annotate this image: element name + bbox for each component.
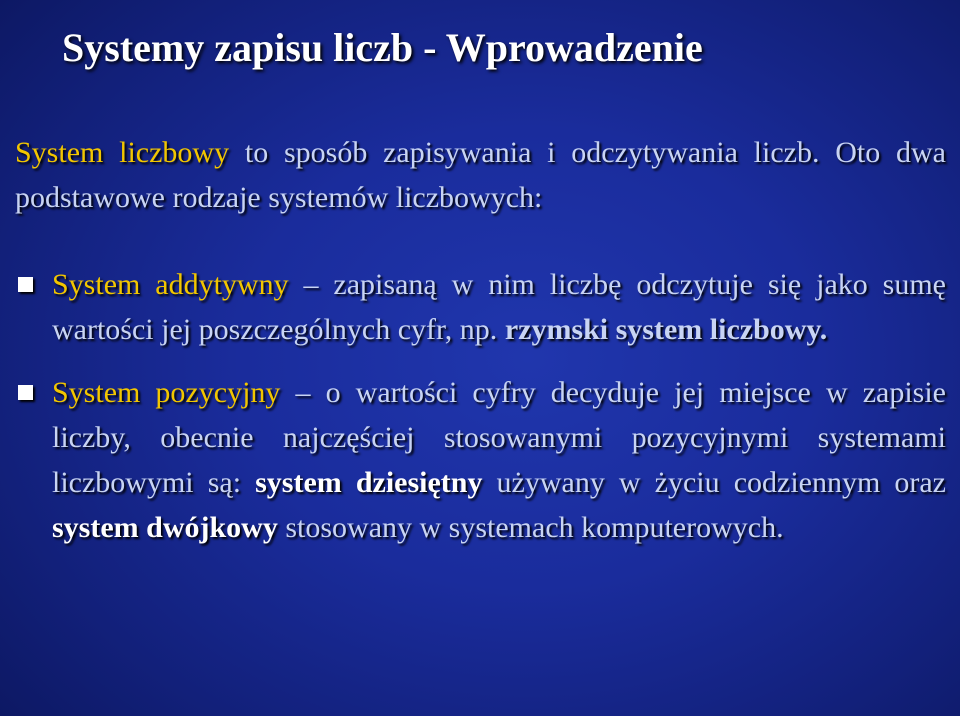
- square-bullet-icon: [18, 385, 33, 400]
- bullet-list: [0, 262, 960, 550]
- square-bullet-icon: [18, 277, 33, 292]
- intro-term: System liczbowy: [15, 136, 230, 169]
- intro-paragraph: [15, 130, 946, 220]
- additive-term: System addytywny: [52, 268, 289, 301]
- additive-text: – zapisaną w nim liczbę odczytuje się jako sumę wartości jej poszczególnych cyfr, np.: [52, 268, 947, 346]
- bullet-positional-system: [0, 370, 960, 550]
- intro-text: to sposób zapisywania i odczytywania liczb. Oto dwa podstawowe rodzaje systemów liczbowych:: [15, 136, 947, 214]
- positional-term: System pozycyjny: [52, 376, 281, 409]
- positional-text-3: stosowany w systemach komputerowych.: [277, 511, 784, 544]
- decimal-system-term: system dziesiętny: [255, 466, 483, 499]
- positional-text: – o wartości cyfry decyduje jej miejsce w zapisie liczby, obecnie najczęściej stosowanymi pozycyjnymi systemami liczbowymi są:: [52, 376, 946, 499]
- binary-system-term: system dwójkowy: [52, 511, 278, 544]
- bullet-additive-system: [0, 262, 960, 352]
- positional-text-2: używany w życiu codziennym oraz: [482, 466, 946, 499]
- additive-example: rzymski system liczbowy.: [504, 313, 828, 346]
- slide-title: Systemy zapisu liczb - Wprowadzenie: [62, 25, 703, 70]
